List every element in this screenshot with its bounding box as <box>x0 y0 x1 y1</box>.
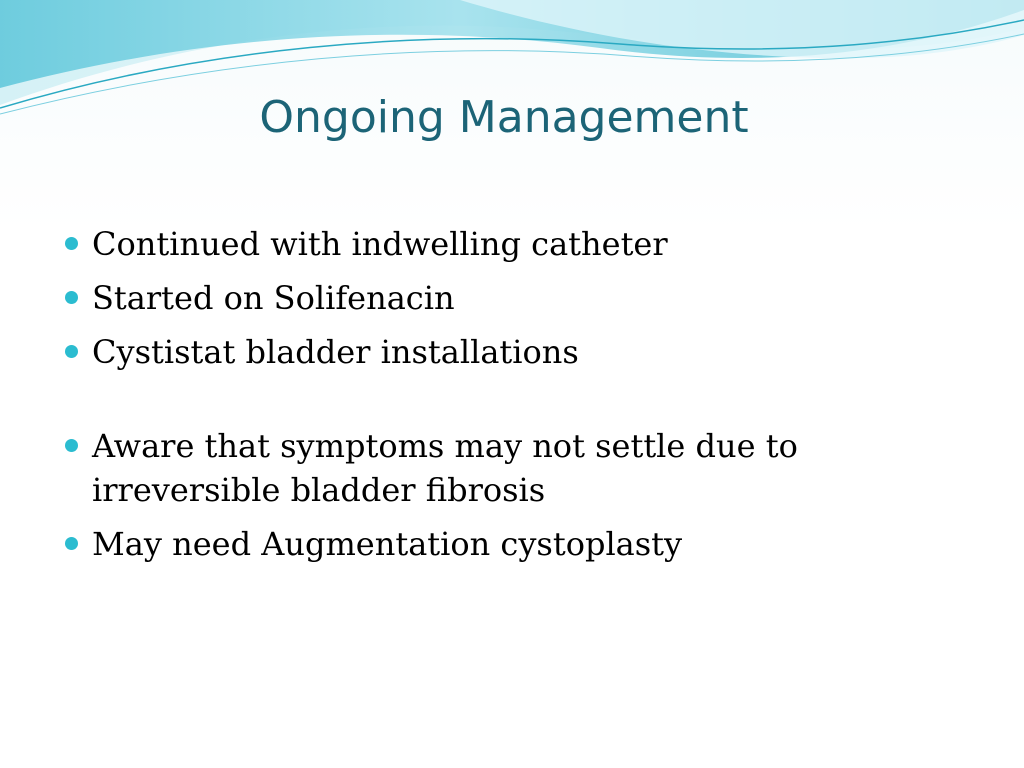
bullet-list <box>62 222 962 576</box>
bullet-item <box>62 330 962 374</box>
slide-title: Ongoing Management <box>259 92 749 143</box>
bullet-marker-icon <box>65 345 78 358</box>
bullet-marker-icon <box>65 291 78 304</box>
bullet-text: Aware that symptoms may not settle due to irreversible bladder fibrosis <box>92 427 798 509</box>
bullet-marker-icon <box>65 237 78 250</box>
bullet-text: Continued with indwelling catheter <box>92 225 668 263</box>
bullet-item <box>62 222 962 266</box>
bullet-text: Cystistat bladder installations <box>92 333 579 371</box>
bullet-item <box>62 424 962 512</box>
bullet-marker-icon <box>65 537 78 550</box>
bullet-item <box>62 522 962 566</box>
bullet-text: May need Augmentation cystoplasty <box>92 525 683 563</box>
bullet-text: Started on Solifenacin <box>92 279 455 317</box>
bullet-marker-icon <box>65 439 78 452</box>
bullet-item <box>62 276 962 320</box>
